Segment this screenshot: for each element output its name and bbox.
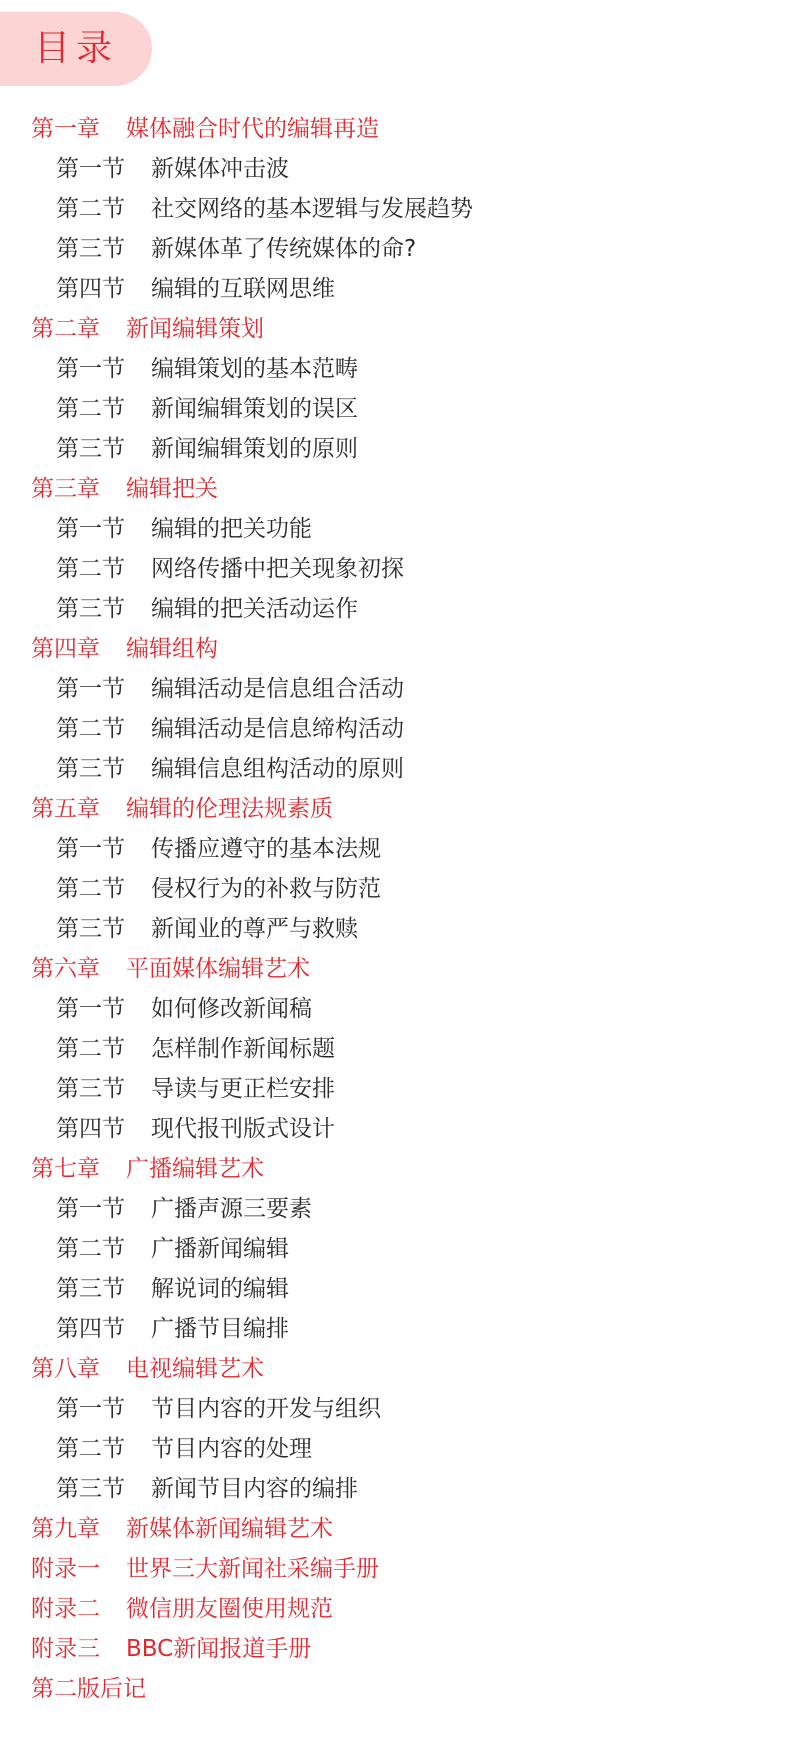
toc-section-entry[interactable]	[0, 909, 790, 949]
entry-number: 第三节	[56, 1276, 125, 1302]
entry-title: 平面媒体编辑艺术	[126, 956, 310, 982]
toc-chapter-entry[interactable]	[0, 949, 790, 989]
entry-number: 第三章	[31, 476, 100, 502]
entry-title: 编辑信息组构活动的原则	[151, 756, 404, 782]
toc-chapter-entry[interactable]	[0, 1589, 790, 1629]
entry-title: 第二版后记	[31, 1676, 146, 1702]
entry-number: 第二节	[56, 196, 125, 222]
entry-number: 第四节	[56, 276, 125, 302]
toc-chapter-entry[interactable]	[0, 1509, 790, 1549]
entry-title: 编辑的把关功能	[151, 516, 312, 542]
entry-title: 广播声源三要素	[151, 1196, 312, 1222]
entry-title: 社交网络的基本逻辑与发展趋势	[151, 196, 473, 222]
toc-chapter-entry[interactable]	[0, 309, 790, 349]
toc-chapter-entry[interactable]	[0, 1549, 790, 1589]
toc-chapter-entry[interactable]	[0, 1349, 790, 1389]
toc-section-entry[interactable]	[0, 1229, 790, 1269]
entry-title: 编辑的伦理法规素质	[126, 796, 333, 822]
entry-title: 广播编辑艺术	[126, 1156, 264, 1182]
entry-title: 新闻编辑策划的误区	[151, 396, 358, 422]
toc-section-entry[interactable]	[0, 549, 790, 589]
toc-section-entry[interactable]	[0, 389, 790, 429]
entry-number: 附录二	[31, 1596, 100, 1622]
entry-number: 第三节	[56, 596, 125, 622]
page-title: 目录	[34, 28, 119, 69]
entry-title: 电视编辑艺术	[126, 1356, 264, 1382]
toc-chapter-entry[interactable]	[0, 629, 790, 669]
entry-title: 网络传播中把关现象初探	[151, 556, 404, 582]
entry-title: 解说词的编辑	[151, 1276, 289, 1302]
toc-section-entry[interactable]	[0, 1189, 790, 1229]
entry-title: 广播新闻编辑	[151, 1236, 289, 1262]
entry-title: 编辑活动是信息组合活动	[151, 676, 404, 702]
entry-number: 第二节	[56, 1036, 125, 1062]
toc-chapter-entry[interactable]	[0, 1149, 790, 1189]
toc-chapter-entry[interactable]	[0, 469, 790, 509]
entry-number: 第二节	[56, 1436, 125, 1462]
toc-section-entry[interactable]	[0, 589, 790, 629]
toc-section-entry[interactable]	[0, 1269, 790, 1309]
entry-number: 第四节	[56, 1116, 125, 1142]
entry-title: 编辑的把关活动运作	[151, 596, 358, 622]
entry-number: 第四章	[31, 636, 100, 662]
entry-number: 第三节	[56, 1076, 125, 1102]
toc-section-entry[interactable]	[0, 989, 790, 1029]
entry-number: 附录一	[31, 1556, 100, 1582]
entry-title: 新闻节目内容的编排	[151, 1476, 358, 1502]
entry-number: 第八章	[31, 1356, 100, 1382]
entry-number: 第一节	[56, 1396, 125, 1422]
entry-title: 如何修改新闻稿	[151, 996, 312, 1022]
toc-section-entry[interactable]	[0, 1469, 790, 1509]
toc-section-entry[interactable]	[0, 1029, 790, 1069]
entry-title: 编辑策划的基本范畴	[151, 356, 358, 382]
entry-number: 第四节	[56, 1316, 125, 1342]
entry-title: 新媒体冲击波	[151, 156, 289, 182]
entry-title: 新媒体新闻编辑艺术	[126, 1516, 333, 1542]
entry-title: 导读与更正栏安排	[151, 1076, 335, 1102]
entry-title: 新媒体革了传统媒体的命?	[151, 236, 417, 262]
entry-title: 媒体融合时代的编辑再造	[126, 116, 379, 142]
toc-chapter-entry[interactable]	[0, 789, 790, 829]
entry-number: 第七章	[31, 1156, 100, 1182]
toc-section-entry[interactable]	[0, 149, 790, 189]
entry-title: 节目内容的处理	[151, 1436, 312, 1462]
entry-title: 新闻业的尊严与救赎	[151, 916, 358, 942]
entry-title: 侵权行为的补救与防范	[151, 876, 381, 902]
toc-section-entry[interactable]	[0, 229, 790, 269]
entry-number: 第二章	[31, 316, 100, 342]
entry-number: 第二节	[56, 716, 125, 742]
entry-title: 世界三大新闻社采编手册	[126, 1556, 379, 1582]
entry-number: 第三节	[56, 916, 125, 942]
entry-number: 第三节	[56, 436, 125, 462]
entry-number: 第一章	[31, 116, 100, 142]
table-of-contents	[0, 109, 790, 1709]
entry-title: BBC新闻报道手册	[126, 1636, 312, 1662]
toc-section-entry[interactable]	[0, 829, 790, 869]
toc-section-entry[interactable]	[0, 869, 790, 909]
entry-number: 第三节	[56, 756, 125, 782]
toc-chapter-entry[interactable]	[0, 1629, 790, 1669]
entry-number: 第一节	[56, 156, 125, 182]
entry-number: 第一节	[56, 1196, 125, 1222]
entry-title: 新闻编辑策划	[126, 316, 264, 342]
entry-title: 现代报刊版式设计	[151, 1116, 335, 1142]
toc-section-entry[interactable]	[0, 1109, 790, 1149]
entry-title: 传播应遵守的基本法规	[151, 836, 381, 862]
toc-section-entry[interactable]	[0, 429, 790, 469]
entry-title: 编辑的互联网思维	[151, 276, 335, 302]
toc-section-entry[interactable]	[0, 749, 790, 789]
entry-number: 第五章	[31, 796, 100, 822]
entry-number: 第三节	[56, 1476, 125, 1502]
entry-title: 编辑组构	[126, 636, 218, 662]
toc-chapter-entry[interactable]	[0, 1669, 790, 1709]
entry-number: 第三节	[56, 236, 125, 262]
toc-section-entry[interactable]	[0, 709, 790, 749]
entry-number: 第一节	[56, 996, 125, 1022]
entry-title: 微信朋友圈使用规范	[126, 1596, 333, 1622]
entry-title: 编辑把关	[126, 476, 218, 502]
entry-number: 第九章	[31, 1516, 100, 1542]
toc-section-entry[interactable]	[0, 1429, 790, 1469]
entry-number: 第二节	[56, 876, 125, 902]
entry-number: 第二节	[56, 1236, 125, 1262]
entry-number: 第一节	[56, 356, 125, 382]
toc-header	[0, 12, 152, 86]
toc-section-entry[interactable]	[0, 1389, 790, 1429]
toc-section-entry[interactable]	[0, 189, 790, 229]
toc-section-entry[interactable]	[0, 509, 790, 549]
toc-section-entry[interactable]	[0, 269, 790, 309]
entry-title: 怎样制作新闻标题	[151, 1036, 335, 1062]
entry-title: 节目内容的开发与组织	[151, 1396, 381, 1422]
entry-title: 新闻编辑策划的原则	[151, 436, 358, 462]
entry-number: 第二节	[56, 556, 125, 582]
toc-section-entry[interactable]	[0, 1309, 790, 1349]
entry-number: 第一节	[56, 516, 125, 542]
entry-number: 第六章	[31, 956, 100, 982]
toc-section-entry[interactable]	[0, 1069, 790, 1109]
toc-section-entry[interactable]	[0, 669, 790, 709]
toc-section-entry[interactable]	[0, 349, 790, 389]
toc-chapter-entry[interactable]	[0, 109, 790, 149]
entry-number: 附录三	[31, 1636, 100, 1662]
entry-number: 第一节	[56, 676, 125, 702]
entry-title: 广播节目编排	[151, 1316, 289, 1342]
entry-title: 编辑活动是信息缔构活动	[151, 716, 404, 742]
entry-number: 第二节	[56, 396, 125, 422]
entry-number: 第一节	[56, 836, 125, 862]
